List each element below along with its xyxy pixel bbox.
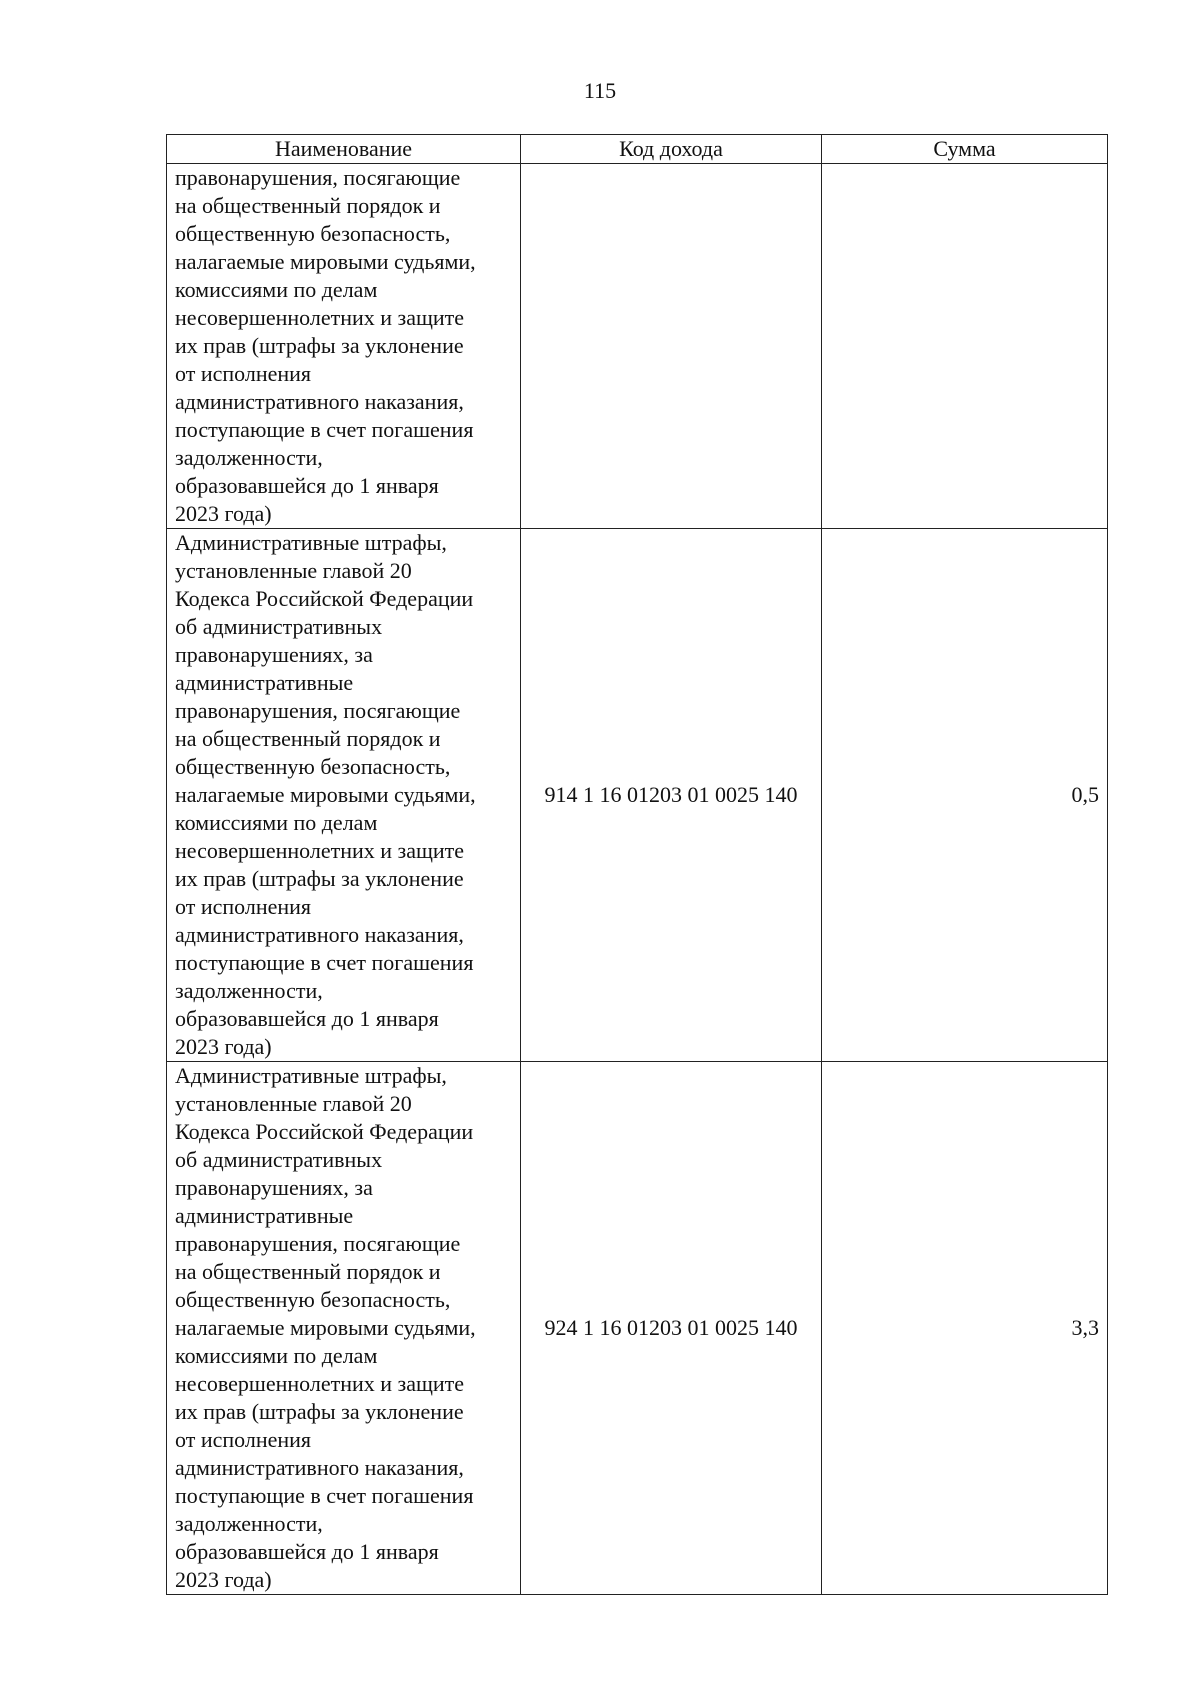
header-name: Наименование (167, 135, 521, 164)
page-number: 115 (583, 78, 617, 103)
row-sum: 3,3 (822, 1062, 1108, 1595)
header-sum: Сумма (822, 135, 1108, 164)
header-code: Код дохода (521, 135, 822, 164)
row-sum: 0,5 (822, 529, 1108, 1062)
table-header-row (167, 135, 1108, 164)
row-code (521, 164, 822, 529)
table-row (167, 164, 1108, 529)
row-name: Административные штрафы, установленные главой 20 Кодекса Российской Федерации об административных правонарушениях, за административные правонарушения, посягающие на общественный порядок и общественную безопасность, налагаемые мировыми судьями, комиссиями по делам несовершеннолетних и защите их прав (штрафы за уклонение от исполнения административного наказания, поступающие в счет погашения задолженности, образовавшейся до 1 января 2023 года) (167, 529, 521, 1062)
table-row (167, 1062, 1108, 1595)
row-name: Административные штрафы, установленные главой 20 Кодекса Российской Федерации об административных правонарушениях, за административные правонарушения, посягающие на общественный порядок и общественную безопасность, налагаемые мировыми судьями, комиссиями по делам несовершеннолетних и защите их прав (штрафы за уклонение от исполнения административного наказания, поступающие в счет погашения задолженности, образовавшейся до 1 января 2023 года) (167, 1062, 521, 1595)
row-code: 924 1 16 01203 01 0025 140 (521, 1062, 822, 1595)
row-code: 914 1 16 01203 01 0025 140 (521, 529, 822, 1062)
table-row (167, 529, 1108, 1062)
row-sum (822, 164, 1108, 529)
row-name: правонарушения, посягающие на общественный порядок и общественную безопасность, налагаемые мировыми судьями, комиссиями по делам несовершеннолетних и защите их прав (штрафы за уклонение от исполнения административного наказания, поступающие в счет погашения задолженности, образовавшейся до 1 января 2023 года) (167, 164, 521, 529)
revenue-table (166, 134, 1108, 1595)
